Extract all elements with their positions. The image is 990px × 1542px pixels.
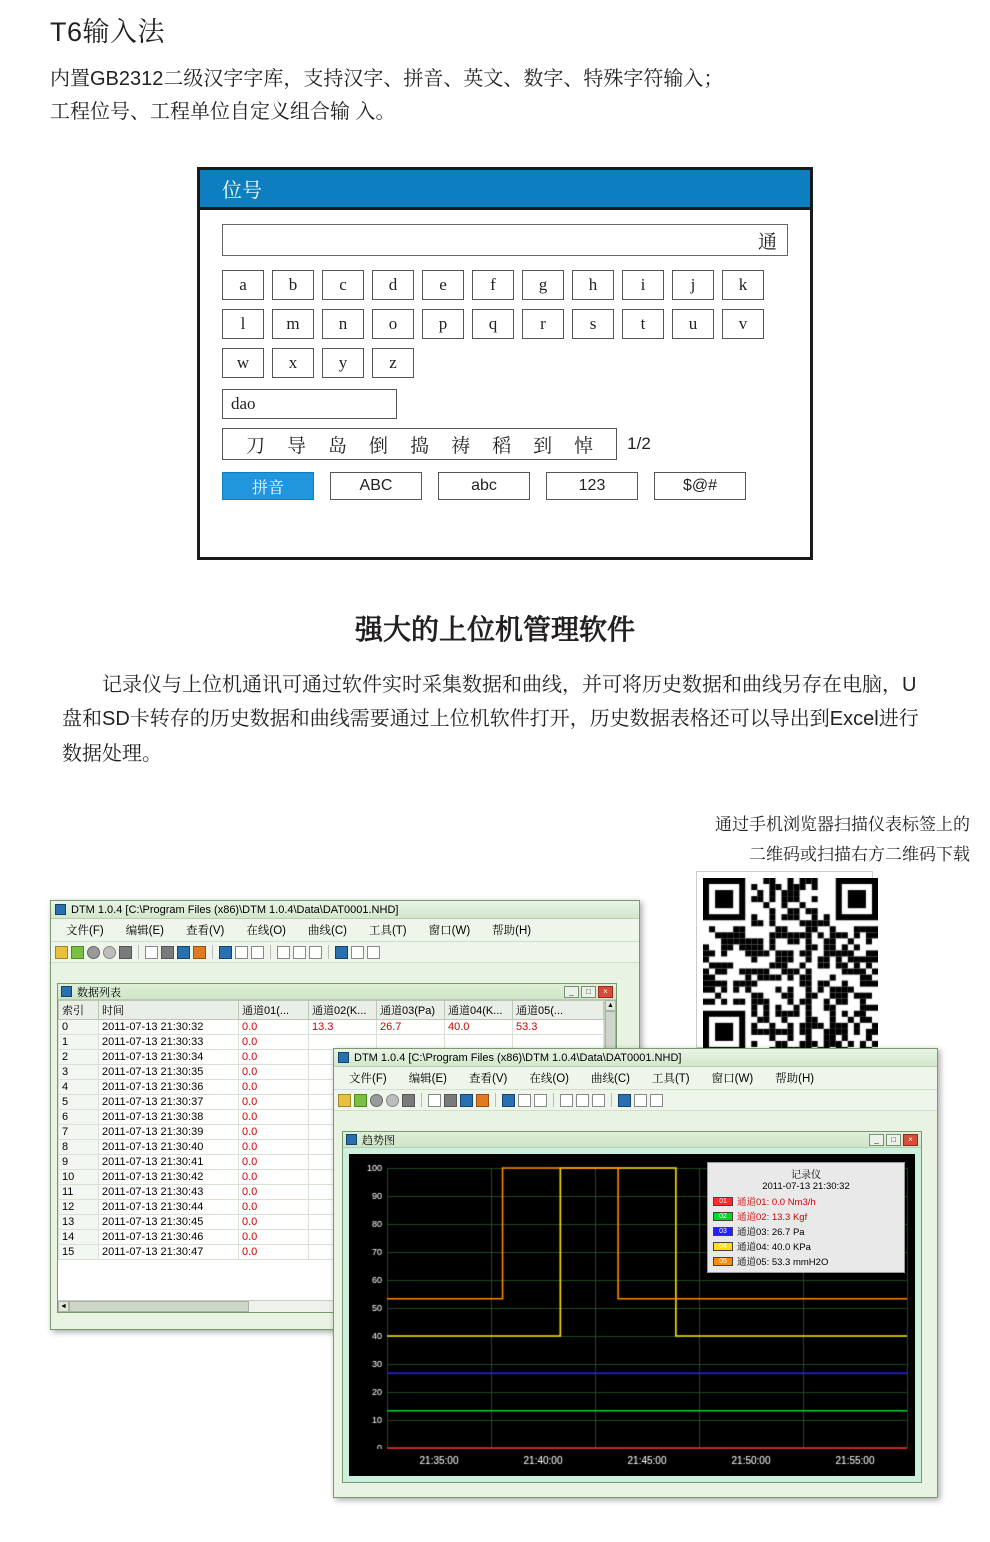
scroll-up-arrow[interactable]: ▲ (605, 1000, 616, 1011)
table-cell: 0.0 (239, 1245, 309, 1260)
candidate-row (222, 428, 788, 460)
chart-legend (707, 1162, 905, 1273)
pinyin-input[interactable] (222, 389, 397, 419)
legend-color-swatch: 04 (713, 1242, 733, 1251)
menu-view[interactable]: 查看(V) (186, 925, 225, 937)
table-cell: 0.0 (239, 1095, 309, 1110)
key-d[interactable]: d (372, 270, 414, 300)
export-excel-icon[interactable] (71, 946, 84, 959)
table-cell: 0.0 (239, 1170, 309, 1185)
legend-item[interactable] (713, 1224, 899, 1238)
chart-area (343, 1148, 921, 1482)
trend-child-window[interactable] (342, 1131, 922, 1483)
page-title: T6输入法 (50, 17, 166, 47)
minimize-button[interactable]: _ (564, 986, 579, 998)
trend-menu-file[interactable]: 文件(F) (349, 1073, 387, 1085)
key-l[interactable]: l (222, 309, 264, 339)
candidate-7[interactable]: 稻 (492, 435, 512, 457)
trend-menu-help[interactable]: 帮助(H) (775, 1073, 815, 1085)
palette-icon-2[interactable] (476, 1094, 489, 1107)
key-r[interactable]: r (522, 309, 564, 339)
legend-label: 通道05: 53.3 mmH2O (737, 1257, 829, 1268)
legend-rows (713, 1194, 899, 1268)
key-n[interactable]: n (322, 309, 364, 339)
key-o[interactable]: o (372, 309, 414, 339)
window-titlebar[interactable] (51, 901, 639, 919)
table-cell: 0.0 (239, 1050, 309, 1065)
table-cell: 0.0 (239, 1140, 309, 1155)
zoom-out-icon[interactable] (309, 946, 322, 959)
description-line-2: 工程位号、工程单位自定义组合输 入。 (50, 101, 396, 123)
mode-abc-lower-button[interactable]: abc (438, 472, 530, 500)
export-excel-icon-2[interactable] (354, 1094, 367, 1107)
menu-curve[interactable]: 曲线(C) (307, 925, 347, 937)
trend-menu-curve[interactable]: 曲线(C) (590, 1073, 630, 1085)
table-cell: 8 (59, 1140, 99, 1155)
table-cell: 1 (59, 1035, 99, 1050)
toolbar-separator-1 (138, 945, 139, 959)
col-ch05[interactable]: 通道05(... (513, 1001, 604, 1020)
trend-maximize-button[interactable]: □ (886, 1134, 901, 1146)
sum-icon-2[interactable] (444, 1094, 457, 1107)
qr-note-line-2: 二维码或扫描右方二维码下载 (749, 844, 970, 864)
key-e[interactable]: e (422, 270, 464, 300)
data-list-title: 数据列表 (77, 986, 121, 999)
table-cell: 0.0 (239, 1035, 309, 1050)
trend-window-title: DTM 1.0.4 [C:\Program Files (x86)\DTM 1.0.4\Data\DAT0001.NHD] (354, 1051, 682, 1064)
table-cell: 12 (59, 1200, 99, 1215)
menubar (51, 919, 639, 942)
record-pause-icon[interactable] (103, 946, 116, 959)
col-ch04[interactable]: 通道04(K... (445, 1001, 513, 1020)
ime-display-field[interactable] (222, 224, 788, 256)
palette-icon[interactable] (193, 946, 206, 959)
table-cell: 0.0 (239, 1110, 309, 1125)
candidate-3[interactable]: 岛 (328, 435, 348, 457)
menu-file[interactable]: 文件(F) (66, 925, 104, 937)
trend-titlebar[interactable] (343, 1132, 921, 1148)
candidate-list[interactable] (222, 428, 617, 460)
qr-note-line-1: 通过手机浏览器扫描仪表标签上的 (715, 815, 970, 834)
table-cell: 0.0 (239, 1020, 309, 1035)
zoom-in-icon[interactable] (293, 946, 306, 959)
table-cell: 15 (59, 1245, 99, 1260)
keyboard-row-3 (222, 348, 788, 378)
table-header-row (59, 1001, 604, 1020)
table-cell: 4 (59, 1080, 99, 1095)
sum-icon[interactable] (161, 946, 174, 959)
table-cell: 0.0 (239, 1125, 309, 1140)
dtm-trend-window[interactable] (333, 1048, 938, 1498)
vertical-scroll-thumb[interactable] (605, 1011, 616, 1051)
print-icon-2[interactable] (518, 1094, 531, 1107)
copy-icon-2[interactable] (560, 1094, 573, 1107)
toolbar-separator-3 (270, 945, 271, 959)
trend-toolbar-separator-4 (611, 1093, 612, 1107)
data-list-titlebar[interactable] (58, 984, 616, 1000)
ime-display-value: 通 (757, 231, 777, 253)
key-z[interactable]: z (372, 348, 414, 378)
key-h[interactable]: h (572, 270, 614, 300)
data-list-icon (61, 986, 72, 997)
key-y[interactable]: y (322, 348, 364, 378)
table-view-icon[interactable] (145, 946, 158, 959)
record-stop-icon[interactable] (87, 946, 100, 959)
candidate-6[interactable]: 祷 (451, 435, 471, 457)
mode-numeric-button[interactable]: 123 (546, 472, 638, 500)
table-cell: 2011-07-13 21:30:35 (99, 1065, 239, 1080)
col-time[interactable]: 时间 (99, 1001, 239, 1020)
table-cell: 2011-07-13 21:30:37 (99, 1095, 239, 1110)
trend-window-titlebar[interactable] (334, 1049, 937, 1067)
table-cell: 0.0 (239, 1215, 309, 1230)
horizontal-scroll-thumb[interactable] (69, 1301, 249, 1312)
key-v[interactable]: v (722, 309, 764, 339)
key-j[interactable]: j (672, 270, 714, 300)
legend-title: 记录仪 (791, 1170, 821, 1181)
table-cell: 0.0 (239, 1185, 309, 1200)
trend-menu-window[interactable]: 窗口(W) (711, 1073, 754, 1085)
legend-color-swatch: 02 (713, 1212, 733, 1221)
key-m[interactable]: m (272, 309, 314, 339)
menu-help[interactable]: 帮助(H) (492, 925, 532, 937)
legend-label: 通道03: 26.7 Pa (737, 1227, 805, 1238)
key-u[interactable]: u (672, 309, 714, 339)
table-cell: 0.0 (239, 1065, 309, 1080)
trend-menu-online[interactable]: 在线(O) (529, 1073, 569, 1085)
table-cell: 5 (59, 1095, 99, 1110)
table-cell: 2011-07-13 21:30:43 (99, 1185, 239, 1200)
trend-toolbar-separator-2 (495, 1093, 496, 1107)
key-t[interactable]: t (622, 309, 664, 339)
legend-item[interactable] (713, 1194, 899, 1208)
key-q[interactable]: q (472, 309, 514, 339)
record-stop-icon-2[interactable] (370, 1094, 383, 1107)
print-preview-icon-2[interactable] (534, 1094, 547, 1107)
software-paragraph: 记录仪与上位机通讯可通过软件实时采集数据和曲线，并可将历史数据和曲线另存在电脑，U盘和SD卡转存的历史数据和曲线需要通过上位机软件打开，历史数据表格还可以导出到Excel进行数据处理。 (62, 674, 919, 765)
candidate-8[interactable]: 到 (533, 435, 553, 457)
key-w[interactable]: w (222, 348, 264, 378)
menu-edit[interactable]: 编辑(E) (125, 925, 165, 937)
table-cell: 2011-07-13 21:30:41 (99, 1155, 239, 1170)
legend-label: 通道04: 40.0 KPa (737, 1242, 811, 1253)
software-heading: 强大的上位机管理软件 (354, 614, 635, 645)
table-cell: 11 (59, 1185, 99, 1200)
menu-window[interactable]: 窗口(W) (428, 925, 471, 937)
window-title: DTM 1.0.4 [C:\Program Files (x86)\DTM 1.0.4\Data\DAT0001.NHD] (71, 903, 399, 916)
table-cell: 6 (59, 1110, 99, 1125)
legend-label: 通道01: 0.0 Nm3/h (737, 1197, 816, 1208)
maximize-button[interactable]: □ (581, 986, 596, 998)
cascade-windows-icon-2[interactable] (634, 1094, 647, 1107)
trend-toolbar (334, 1090, 937, 1111)
record-stop2-icon[interactable] (119, 946, 132, 959)
candidate-2[interactable]: 导 (287, 435, 307, 457)
table-cell: 2011-07-13 21:30:44 (99, 1200, 239, 1215)
trend-menu-edit[interactable]: 编辑(E) (408, 1073, 448, 1085)
table-cell: 40.0 (445, 1020, 513, 1035)
pinyin-value: dao (231, 394, 256, 413)
info-icon[interactable] (177, 946, 190, 959)
trend-icon (346, 1134, 357, 1145)
trend-plot[interactable] (349, 1154, 915, 1476)
table-cell: 2011-07-13 21:30:32 (99, 1020, 239, 1035)
tile-windows-icon[interactable] (335, 946, 348, 959)
candidate-1[interactable]: 刀 (246, 435, 266, 457)
legend-item[interactable] (713, 1254, 899, 1268)
table-cell: 2011-07-13 21:30:47 (99, 1245, 239, 1260)
table-view-icon-2[interactable] (428, 1094, 441, 1107)
split-windows-icon[interactable] (367, 946, 380, 959)
key-g[interactable]: g (522, 270, 564, 300)
key-k[interactable]: k (722, 270, 764, 300)
table-cell: 0.0 (239, 1080, 309, 1095)
legend-label: 通道02: 13.3 Kgf (737, 1212, 808, 1223)
trend-title: 趋势图 (362, 1134, 395, 1147)
keyboard-row-1 (222, 270, 788, 300)
table-cell: 14 (59, 1230, 99, 1245)
close-button[interactable]: × (598, 986, 613, 998)
mode-symbol-button[interactable]: $@# (654, 472, 746, 500)
tile-windows-icon-2[interactable] (618, 1094, 631, 1107)
table-cell: 2011-07-13 21:30:33 (99, 1035, 239, 1050)
print-preview-icon[interactable] (251, 946, 264, 959)
key-i[interactable]: i (622, 270, 664, 300)
trend-toolbar-separator-1 (421, 1093, 422, 1107)
print-icon[interactable] (235, 946, 248, 959)
record-pause-icon-2[interactable] (386, 1094, 399, 1107)
qr-note (620, 810, 970, 870)
legend-item[interactable] (713, 1239, 899, 1253)
data-list-window-buttons (564, 986, 616, 998)
legend-color-swatch: 01 (713, 1197, 733, 1206)
toolbar (51, 942, 639, 963)
table-cell: 2011-07-13 21:30:39 (99, 1125, 239, 1140)
table-cell: 3 (59, 1065, 99, 1080)
trend-toolbar-separator-3 (553, 1093, 554, 1107)
table-cell: 7 (59, 1125, 99, 1140)
table-cell: 53.3 (513, 1020, 604, 1035)
table-cell: 2011-07-13 21:30:40 (99, 1140, 239, 1155)
app-icon (55, 904, 66, 915)
key-x[interactable]: x (272, 348, 314, 378)
table-cell: 2011-07-13 21:30:45 (99, 1215, 239, 1230)
menu-tools[interactable]: 工具(T) (368, 925, 407, 937)
page-setup-icon[interactable] (219, 946, 232, 959)
scroll-left-arrow[interactable]: ◄ (58, 1301, 69, 1312)
section-description (50, 63, 950, 129)
mode-pinyin-button[interactable]: 拼音 (222, 472, 314, 500)
record-stop2-icon-2[interactable] (402, 1094, 415, 1107)
mode-abc-upper-button[interactable]: ABC (330, 472, 422, 500)
table-cell: 10 (59, 1170, 99, 1185)
description-line-1: 内置GB2312二级汉字字库，支持汉字、拼音、英文、数字、特殊字符输入； (50, 68, 724, 90)
table-cell: 2011-07-13 21:30:46 (99, 1230, 239, 1245)
table-cell: 9 (59, 1155, 99, 1170)
col-ch02[interactable]: 通道02(K... (309, 1001, 377, 1020)
zoom-in-icon-2[interactable] (576, 1094, 589, 1107)
toolbar-separator-4 (328, 945, 329, 959)
table-cell: 13.3 (309, 1020, 377, 1035)
open-file-icon[interactable] (55, 946, 68, 959)
candidate-9[interactable]: 悼 (574, 435, 594, 457)
col-ch03[interactable]: 通道03(Pa) (377, 1001, 445, 1020)
candidate-4[interactable]: 倒 (369, 435, 389, 457)
table-cell: 2 (59, 1050, 99, 1065)
key-b[interactable]: b (272, 270, 314, 300)
table-cell: 2011-07-13 21:30:42 (99, 1170, 239, 1185)
trend-close-button[interactable]: × (903, 1134, 918, 1146)
col-index[interactable]: 索引 (59, 1001, 99, 1020)
key-f[interactable]: f (472, 270, 514, 300)
zoom-out-icon-2[interactable] (592, 1094, 605, 1107)
app-icon-2 (338, 1052, 349, 1063)
toolbar-separator-2 (212, 945, 213, 959)
open-file-icon-2[interactable] (338, 1094, 351, 1107)
qr-code (697, 872, 872, 1047)
table-cell: 0.0 (239, 1155, 309, 1170)
trend-minimize-button[interactable]: _ (869, 1134, 884, 1146)
key-c[interactable]: c (322, 270, 364, 300)
info-icon-2[interactable] (460, 1094, 473, 1107)
trend-menubar (334, 1067, 937, 1090)
key-a[interactable]: a (222, 270, 264, 300)
table-cell: 2011-07-13 21:30:36 (99, 1080, 239, 1095)
key-s[interactable]: s (572, 309, 614, 339)
ime-title: 位号 (200, 170, 810, 210)
table-cell: 0 (59, 1020, 99, 1035)
legend-color-swatch: 03 (713, 1227, 733, 1236)
table-cell: 2011-07-13 21:30:34 (99, 1050, 239, 1065)
table-cell: 26.7 (377, 1020, 445, 1035)
legend-timestamp: 2011-07-13 21:30:32 (762, 1181, 850, 1192)
input-mode-row (222, 472, 788, 500)
legend-color-swatch: 05 (713, 1257, 733, 1266)
menu-online[interactable]: 在线(O) (246, 925, 286, 937)
candidate-5[interactable]: 捣 (410, 435, 430, 457)
candidate-page-indicator: 1/2 (627, 434, 651, 453)
split-windows-icon-2[interactable] (650, 1094, 663, 1107)
col-ch01[interactable]: 通道01(... (239, 1001, 309, 1020)
page-setup-icon-2[interactable] (502, 1094, 515, 1107)
key-p[interactable]: p (422, 309, 464, 339)
table-cell: 2011-07-13 21:30:38 (99, 1110, 239, 1125)
copy-icon[interactable] (277, 946, 290, 959)
table-cell: 0.0 (239, 1200, 309, 1215)
trend-menu-tools[interactable]: 工具(T) (651, 1073, 690, 1085)
trend-menu-view[interactable]: 查看(V) (469, 1073, 508, 1085)
keyboard-row-2 (222, 309, 788, 339)
cascade-windows-icon[interactable] (351, 946, 364, 959)
trend-window-buttons (869, 1134, 921, 1146)
ime-dialog (197, 167, 813, 560)
table-cell: 13 (59, 1215, 99, 1230)
table-row[interactable] (59, 1020, 604, 1035)
legend-item[interactable] (713, 1209, 899, 1223)
table-cell: 0.0 (239, 1230, 309, 1245)
